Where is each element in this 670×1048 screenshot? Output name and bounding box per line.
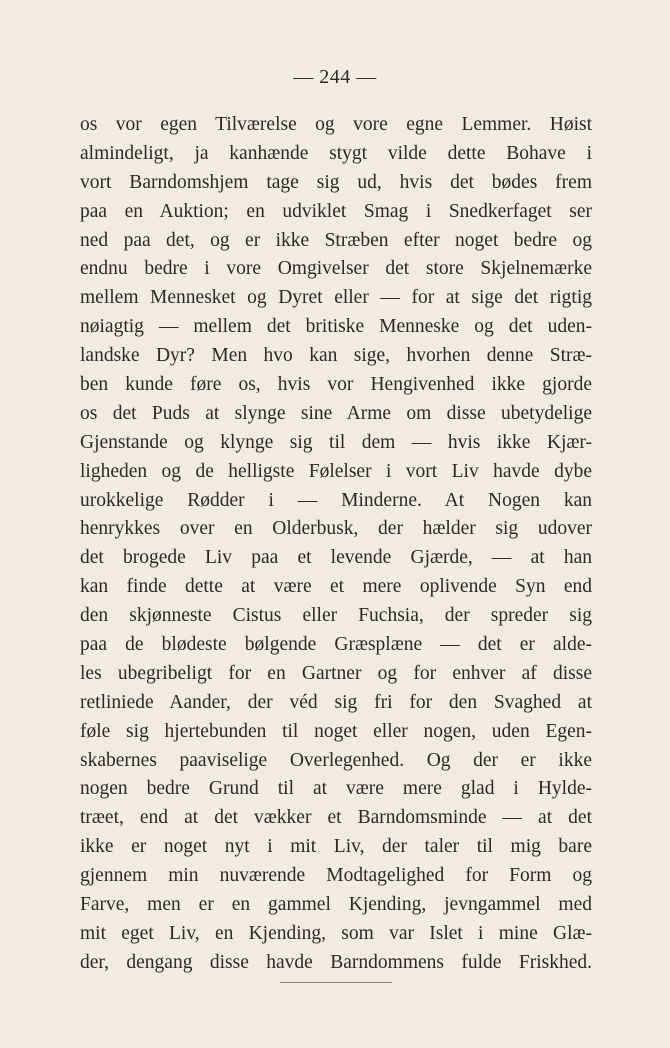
body-text (80, 111, 592, 978)
footer-rule (280, 982, 392, 983)
text-line: ben kunde føre os, hvis vor Hengivenhed ikke gjorde (80, 374, 592, 396)
text-line: mellem Mennesket og Dyret eller — for at sige det rigtig (80, 287, 592, 309)
text-line: os det Puds at slynge sine Arme om disse ubetydelige (80, 402, 592, 424)
text-line: ned paa det, og er ikke Stræben efter noget bedre og (80, 229, 592, 251)
text-line: paa de blødeste bølgende Græsplæne — det er alde- (80, 634, 592, 656)
text-line: nøiagtig — mellem det britiske Menneske og det uden- (80, 316, 592, 338)
text-line: det brogede Liv paa et levende Gjærde, — at han (80, 547, 592, 569)
text-line: endnu bedre i vore Omgivelser det store Skjelnemærke (80, 258, 592, 280)
text-line: ikke er noget nyt i mit Liv, der taler til mig bare (80, 836, 592, 858)
text-line: almindeligt, ja kanhænde stygt vilde dette Bohave i (80, 142, 592, 164)
text-line: træet, end at det vækker et Barndomsminde — at det (80, 807, 592, 829)
text-line: mit eget Liv, en Kjending, som var Islet i mine Glæ- (80, 922, 592, 944)
text-line: Gjenstande og klynge sig til dem — hvis ikke Kjær- (80, 431, 592, 453)
text-line: skabernes paaviselige Overlegenhed. Og der er ikke (80, 749, 592, 771)
page-number: — 244 — (293, 66, 377, 88)
text-line: kan finde dette at være et mere oplivende Syn end (80, 576, 592, 598)
text-line: landske Dyr? Men hvo kan sige, hvorhen denne Stræ- (80, 345, 592, 367)
text-line: der, dengang disse havde Barndommens fulde Friskhed. (80, 951, 592, 973)
text-line: les ubegribeligt for en Gartner og for enhver af disse (80, 662, 592, 684)
text-line: henrykkes over en Olderbusk, der hælder sig udover (80, 518, 592, 540)
text-line: paa en Auktion; en udviklet Smag i Snedkerfaget ser (80, 200, 592, 222)
text-line: urokkelige Rødder i — Minderne. At Nogen kan (80, 489, 592, 511)
text-line: vort Barndomshjem tage sig ud, hvis det bødes frem (80, 171, 592, 193)
text-line: føle sig hjertebunden til noget eller nogen, uden Egen- (80, 720, 592, 742)
text-line: Farve, men er en gammel Kjending, jevngammel med (80, 894, 592, 916)
text-line: den skjønneste Cistus eller Fuchsia, der spreder sig (80, 605, 592, 627)
text-line: retliniede Aander, der véd sig fri for den Svaghed at (80, 691, 592, 713)
text-line: ligheden og de helligste Følelser i vort Liv havde dybe (80, 460, 592, 482)
text-line: nogen bedre Grund til at være mere glad i Hylde- (80, 778, 592, 800)
text-line: os vor egen Tilværelse og vore egne Lemmer. Høist (80, 114, 592, 135)
text-line: gjennem min nuværende Modtagelighed for Form og (80, 865, 592, 887)
